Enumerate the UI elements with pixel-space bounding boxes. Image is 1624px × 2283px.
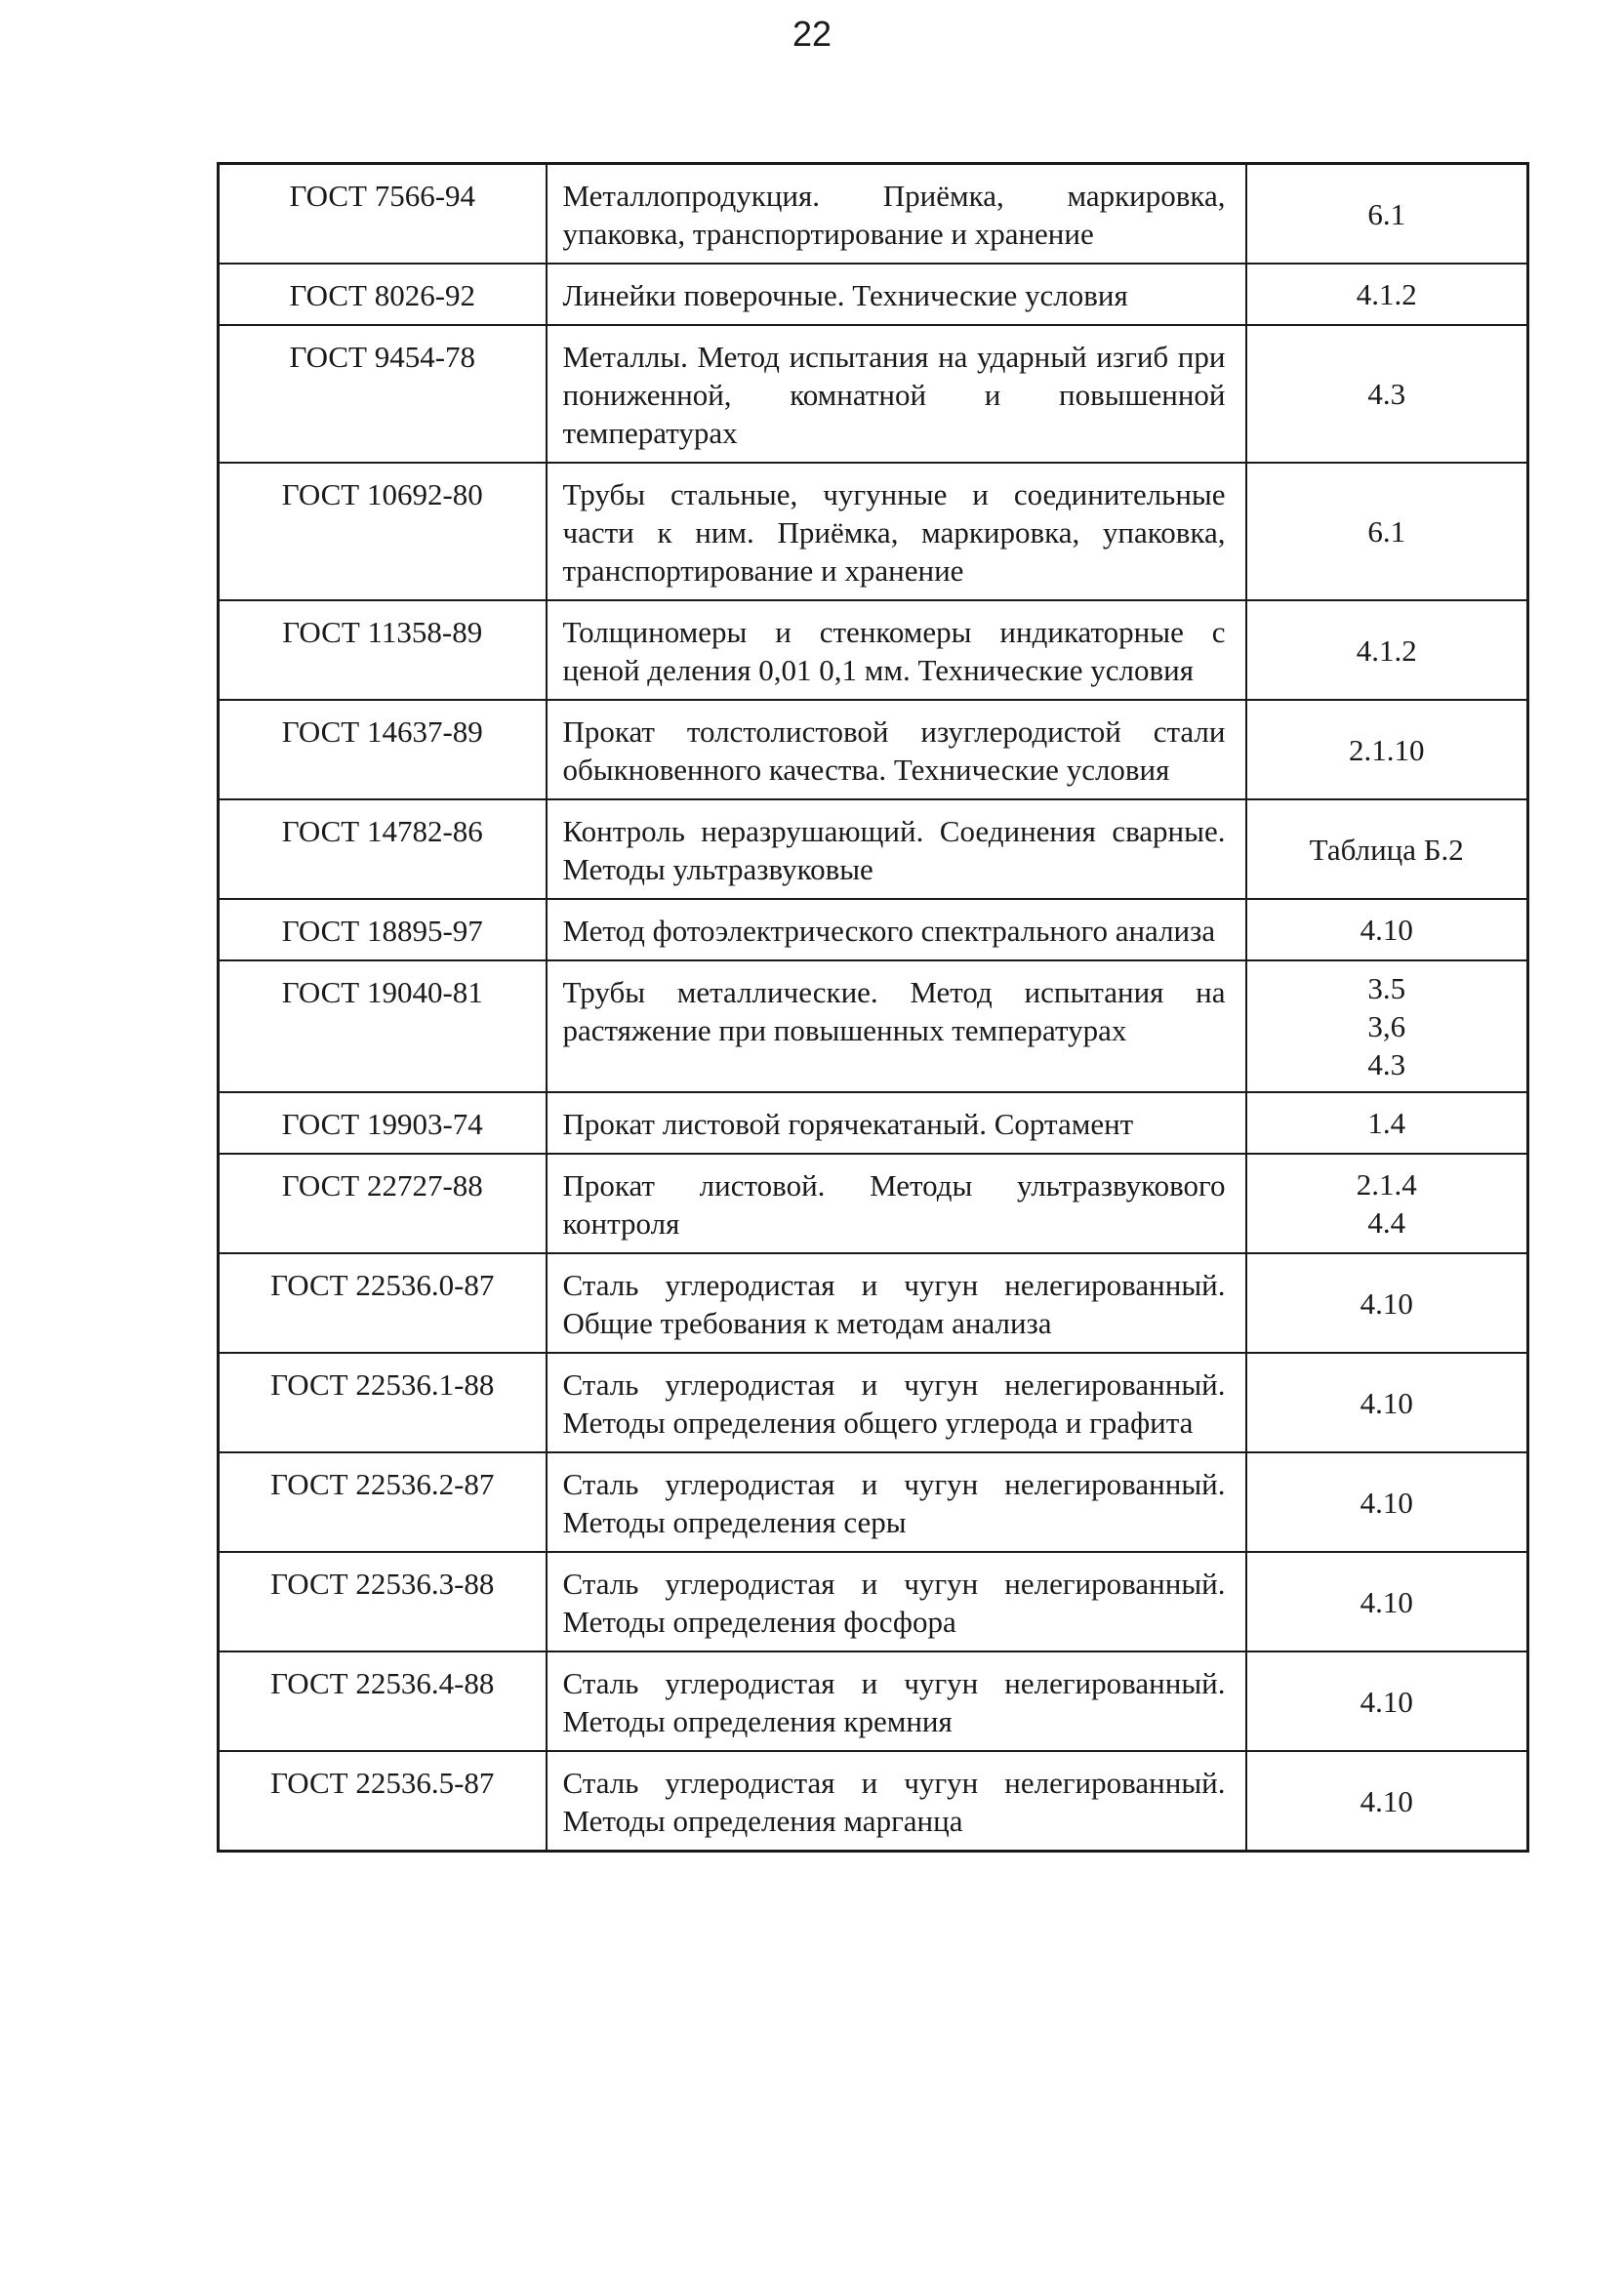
clause-reference: [1246, 463, 1528, 600]
standard-code: ГОСТ 19903-74: [219, 1092, 547, 1154]
table-row: [219, 325, 1528, 463]
clause-reference: [1246, 1253, 1528, 1353]
standard-title: Метод фотоэлектрического спектрального анализа: [547, 899, 1246, 960]
table-row: [219, 1452, 1528, 1552]
page-number: 22: [792, 14, 832, 54]
standard-title: Прокат толстолистовой изуглеродистой стали обыкновенного качества. Технические условия: [547, 700, 1246, 799]
standard-code: ГОСТ 22536.0-87: [219, 1253, 547, 1353]
clause-number: 6.1: [1367, 514, 1406, 549]
standard-title: Металлопродукция. Приёмка, маркировка, упаковка, транспортирование и хранение: [547, 164, 1246, 265]
standard-title: Трубы стальные, чугунные и соединительные части к ним. Приёмка, маркировка, упаковка, транспортирование и хранение: [547, 463, 1246, 600]
standard-title: Прокат листовой горячекатаный. Сортамент: [547, 1092, 1246, 1154]
standard-title: Металлы. Метод испытания на ударный изгиб при пониженной, комнатной и повышенной температурах: [547, 325, 1246, 463]
standard-code: ГОСТ 22536.3-88: [219, 1552, 547, 1651]
table-row: [219, 1092, 1528, 1154]
clause-reference: [1246, 799, 1528, 899]
clause-reference: [1246, 164, 1528, 265]
standard-title: Сталь углеродистая и чугун нелегированный. Методы определения кремния: [547, 1651, 1246, 1751]
standard-code: ГОСТ 18895-97: [219, 899, 547, 960]
standard-title: Прокат листовой. Методы ультразвукового контроля: [547, 1154, 1246, 1253]
clause-reference: [1246, 1651, 1528, 1751]
clause-reference: [1246, 1353, 1528, 1452]
clause-reference: [1246, 960, 1528, 1092]
clause-number: 1.4: [1367, 1106, 1406, 1140]
table-row: [219, 1154, 1528, 1253]
standard-code: ГОСТ 19040-81: [219, 960, 547, 1092]
standard-code: ГОСТ 14637-89: [219, 700, 547, 799]
standard-code: ГОСТ 22536.4-88: [219, 1651, 547, 1751]
table-row: [219, 463, 1528, 600]
clause-number: 4.10: [1360, 1584, 1413, 1619]
clause-reference: [1246, 700, 1528, 799]
table-row: [219, 1651, 1528, 1751]
standard-code: ГОСТ 22536.2-87: [219, 1452, 547, 1552]
clause-number: 2.1.10: [1349, 732, 1425, 767]
table-row: [219, 899, 1528, 960]
standard-code: ГОСТ 14782-86: [219, 799, 547, 899]
standard-code: ГОСТ 11358-89: [219, 600, 547, 700]
clause-number: 4.10: [1360, 913, 1413, 947]
standard-code: ГОСТ 8026-92: [219, 264, 547, 325]
standard-title: Сталь углеродистая и чугун нелегированный. Общие требования к методам анализа: [547, 1253, 1246, 1353]
clause-number: 4.4: [1367, 1205, 1406, 1240]
clause-reference: [1246, 1452, 1528, 1552]
table-row: [219, 164, 1528, 265]
standard-code: ГОСТ 22536.1-88: [219, 1353, 547, 1452]
standard-title: Трубы металлические. Метод испытания на растяжение при повышенных температурах: [547, 960, 1246, 1092]
table-row: [219, 1552, 1528, 1651]
clause-number: 4.10: [1360, 1485, 1413, 1520]
table-row: [219, 264, 1528, 325]
standard-code: ГОСТ 22536.5-87: [219, 1751, 547, 1852]
clause-reference: [1246, 264, 1528, 325]
clause-number: Таблица Б.2: [1309, 832, 1464, 867]
table-row: [219, 600, 1528, 700]
table-row: [219, 700, 1528, 799]
clause-number: 4.3: [1367, 377, 1406, 411]
standard-code: ГОСТ 7566-94: [219, 164, 547, 265]
clause-number: 4.10: [1360, 1684, 1413, 1719]
clause-reference: [1246, 899, 1528, 960]
standard-code: ГОСТ 9454-78: [219, 325, 547, 463]
table-row: [219, 799, 1528, 899]
standard-code: ГОСТ 22727-88: [219, 1154, 547, 1253]
clause-number: 3,6: [1367, 1009, 1406, 1043]
standard-title: Сталь углеродистая и чугун нелегированный. Методы определения общего углерода и графита: [547, 1353, 1246, 1452]
clause-reference: [1246, 600, 1528, 700]
clause-reference: [1246, 1154, 1528, 1253]
table-row: [219, 1253, 1528, 1353]
clause-number: 4.10: [1360, 1285, 1413, 1321]
clause-number: 4.1.2: [1356, 632, 1417, 668]
standard-title: Сталь углеродистая и чугун нелегированный. Методы определения серы: [547, 1452, 1246, 1552]
clause-reference: [1246, 1751, 1528, 1852]
standard-title: Сталь углеродистая и чугун нелегированный. Методы определения фосфора: [547, 1552, 1246, 1651]
clause-number: 4.3: [1367, 1047, 1406, 1081]
clause-reference: [1246, 325, 1528, 463]
clause-reference: [1246, 1092, 1528, 1154]
standards-table: [217, 162, 1529, 1853]
clause-reference: [1246, 1552, 1528, 1651]
clause-number: 4.10: [1360, 1385, 1413, 1420]
table-row: [219, 960, 1528, 1092]
clause-number: 4.10: [1360, 1783, 1413, 1818]
clause-number: 3.5: [1367, 971, 1406, 1005]
clause-number: 4.1.2: [1356, 277, 1417, 311]
table-body: [219, 164, 1528, 1852]
standard-title: Сталь углеродистая и чугун нелегированный. Методы определения марганца: [547, 1751, 1246, 1852]
clause-number: 6.1: [1367, 196, 1406, 231]
table-row: [219, 1353, 1528, 1452]
table-row: [219, 1751, 1528, 1852]
standard-title: Контроль неразрушающий. Соединения сварные. Методы ультразвуковые: [547, 799, 1246, 899]
standard-title: Толщиномеры и стенкомеры индикаторные с ценой деления 0,01 0,1 мм. Технические условия: [547, 600, 1246, 700]
clause-number: 2.1.4: [1356, 1167, 1417, 1202]
standard-title: Линейки поверочные. Технические условия: [547, 264, 1246, 325]
standard-code: ГОСТ 10692-80: [219, 463, 547, 600]
